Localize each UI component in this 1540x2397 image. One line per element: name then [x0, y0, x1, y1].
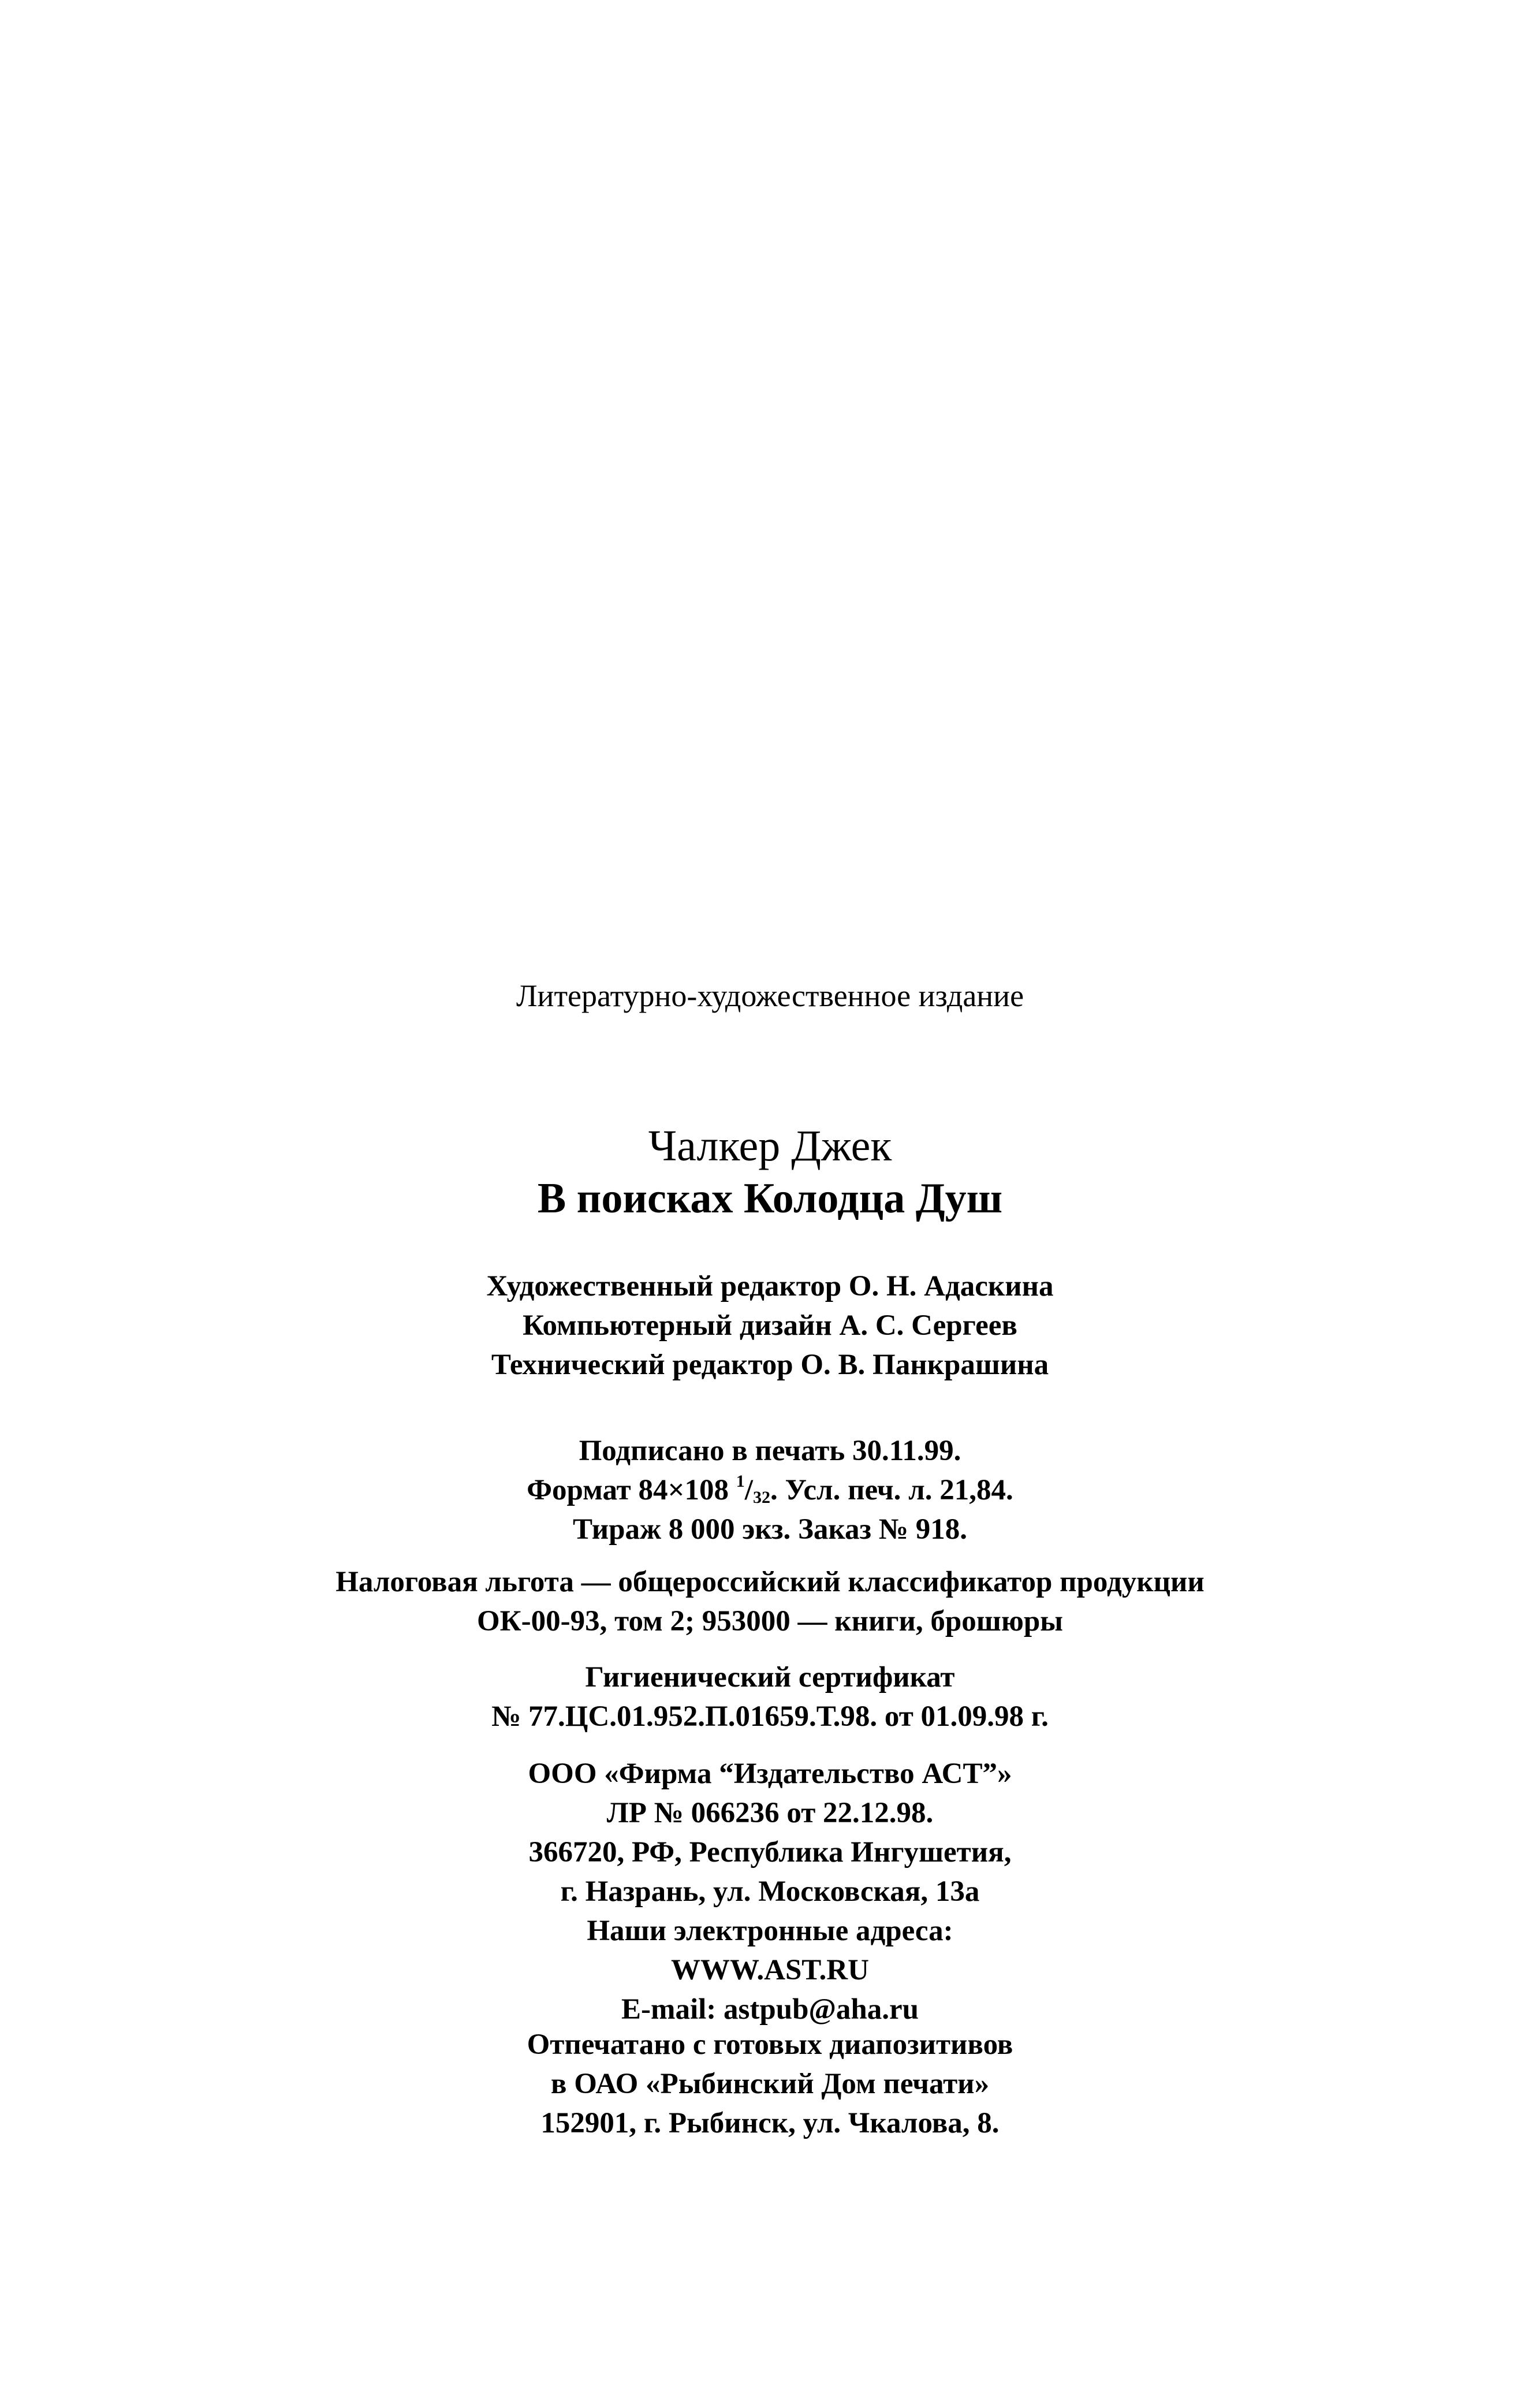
signed-to-print: Подписано в печать 30.11.99. — [579, 1435, 961, 1467]
printing-details-block — [0, 1431, 1540, 1549]
edition-type: Литературно-художественное издание — [516, 978, 1024, 1013]
format-suffix: . Усл. печ. л. 21,84. — [770, 1474, 1013, 1506]
hygiene-certificate-title: Гигиенический сертификат — [585, 1661, 955, 1693]
credit-computer-design: Компьютерный дизайн А. С. Сергеев — [523, 1309, 1017, 1342]
publisher-license: ЛР № 066236 от 22.12.98. — [606, 1797, 934, 1829]
credit-art-editor: Художественный редактор О. Н. Адаскина — [486, 1270, 1054, 1302]
hygiene-certificate-block — [0, 1658, 1540, 1736]
tax-benefit-line: Налоговая льгота — общероссийский классификатор продукции — [335, 1566, 1205, 1598]
credits-block — [0, 1267, 1540, 1384]
printer-line-2: в ОАО «Рыбинский Дом печати» — [550, 2068, 990, 2100]
printer-block — [0, 2025, 1540, 2143]
tax-benefit-block — [0, 1562, 1540, 1641]
hygiene-certificate-number: № 77.ЦС.01.952.П.01659.Т.98. от 01.09.98 г. — [491, 1700, 1049, 1733]
print-run: Тираж 8 000 экз. Заказ № 918. — [573, 1513, 967, 1546]
electronic-addresses-label: Наши электронные адреса: — [587, 1915, 953, 1947]
publisher-address-line-1: 366720, РФ, Республика Ингушетия, — [528, 1836, 1012, 1869]
publisher-name: ООО «Фирма “Издательство АСТ”» — [528, 1758, 1012, 1790]
edition-type-block — [0, 976, 1540, 1015]
book-title: В поисках Колодца Душ — [537, 1175, 1003, 1222]
printer-line-1: Отпечатано с готовых диапозитивов — [527, 2028, 1013, 2061]
format-fraction-denominator: 32 — [752, 1488, 770, 1507]
book-heading — [0, 1121, 1540, 1226]
format-prefix: Формат 84×108 — [527, 1474, 729, 1506]
publisher-email: E-mail: astpub@aha.ru — [621, 1993, 919, 2026]
credit-technical-editor: Технический редактор О. В. Панкрашина — [491, 1349, 1049, 1381]
publisher-block — [0, 1754, 1540, 2029]
format-fraction-numerator: 1 — [736, 1472, 745, 1491]
format-line: Формат 84×108 $^1/_{32}$. Усл. печ. л. 21,84. — [527, 1472, 1013, 1507]
printer-address: 152901, г. Рыбинск, ул. Чкалова, 8. — [540, 2107, 1000, 2139]
publisher-website: WWW.AST.RU — [671, 1954, 869, 1986]
tax-classifier-line: ОК-00-93, том 2; 953000 — книги, брошюры — [476, 1605, 1064, 1637]
book-author: Чалкер Джек — [648, 1122, 892, 1170]
publisher-address-line-2: г. Назрань, ул. Московская, 13а — [560, 1875, 980, 1908]
